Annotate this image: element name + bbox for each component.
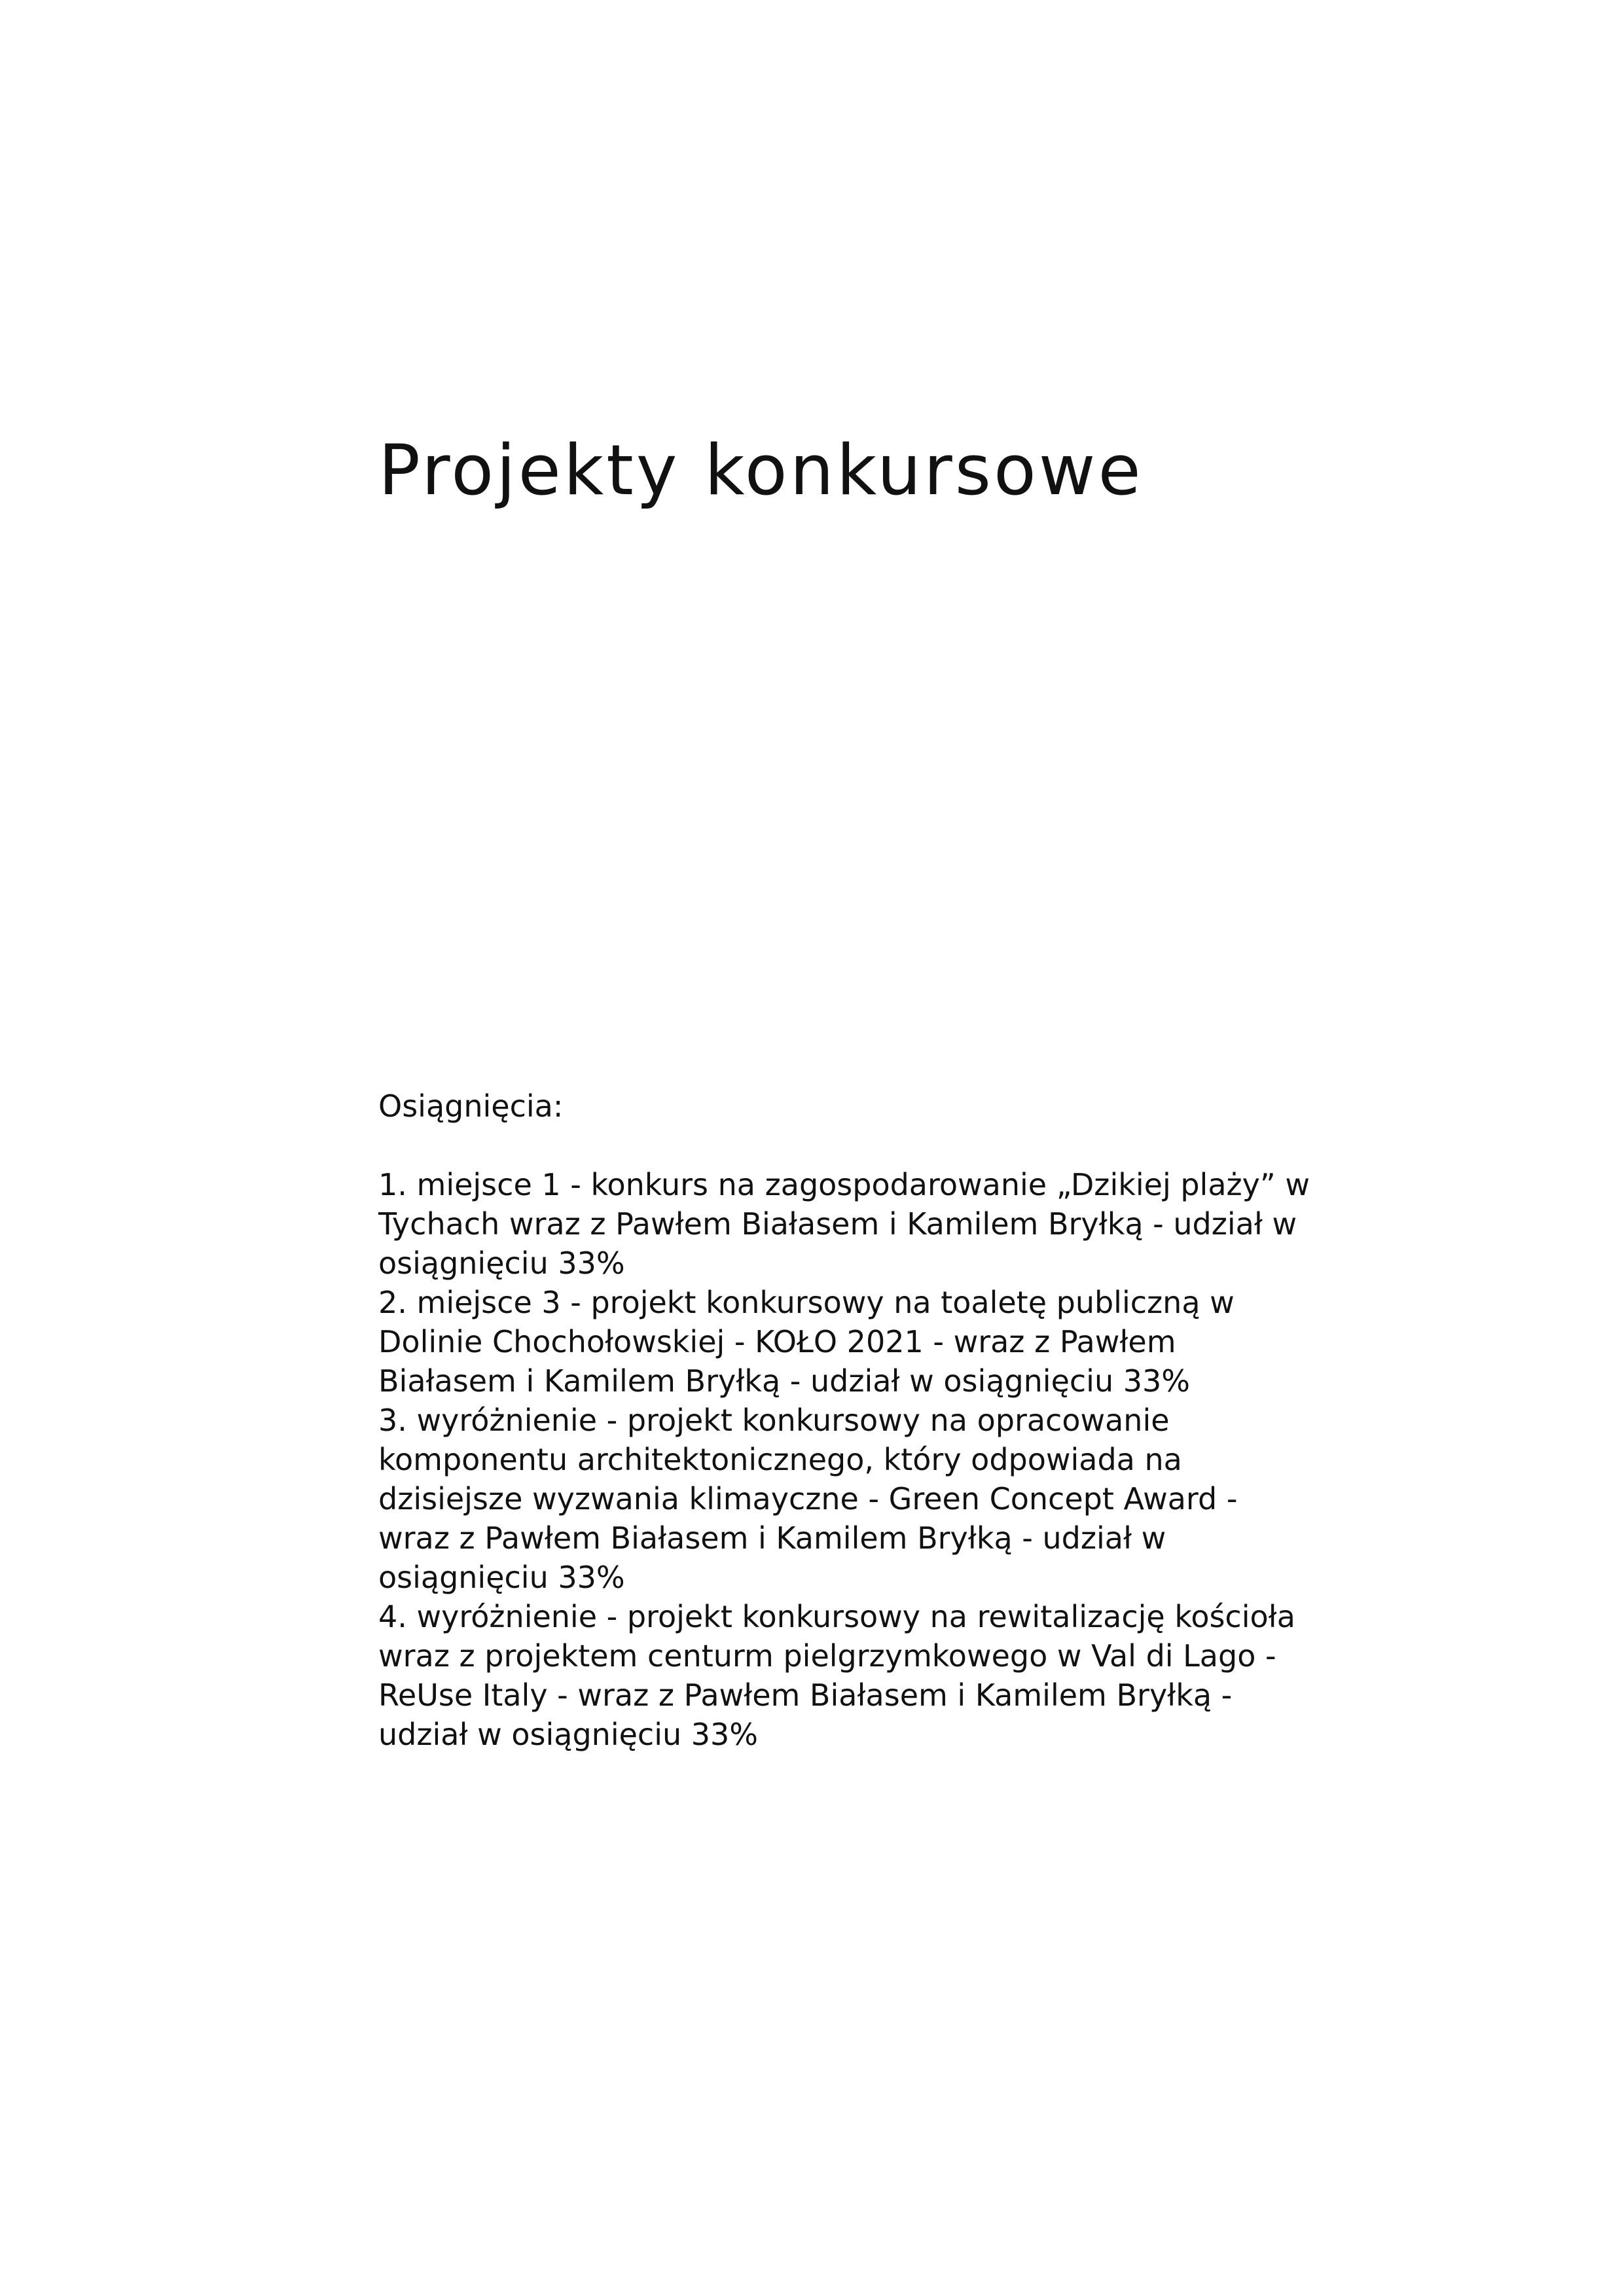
achievement-item bbox=[378, 1283, 1347, 1401]
achievement-line: wraz z projektem centurm pielgrzymkowego w Val di Lago - bbox=[378, 1638, 1276, 1674]
achievement-item bbox=[378, 1597, 1347, 1754]
achievements-section bbox=[378, 1086, 1347, 1754]
page-title: Projekty konkursowe bbox=[378, 430, 1144, 511]
achievement-line: osiągnięciu 33% bbox=[378, 1560, 625, 1595]
achievement-item bbox=[378, 1401, 1347, 1597]
achievement-line: dzisiejsze wyzwania klimayczne - Green Concept Award - bbox=[378, 1481, 1238, 1516]
achievement-item bbox=[378, 1165, 1347, 1283]
achievement-line: Tychach wraz z Pawłem Białasem i Kamilem Bryłką - udział w bbox=[378, 1206, 1297, 1242]
achievement-line: 3. wyróżnienie - projekt konkursowy na opracowanie bbox=[378, 1403, 1170, 1438]
achievement-line: udział w osiągnięciu 33% bbox=[378, 1717, 759, 1752]
achievement-line: ReUse Italy - wraz z Pawłem Białasem i Kamilem Bryłką - bbox=[378, 1677, 1233, 1713]
achievements-heading: Osiągnięcia: bbox=[378, 1088, 564, 1124]
achievement-line: komponentu architektonicznego, który odpowiada na bbox=[378, 1442, 1182, 1477]
achievement-line: 4. wyróżnienie - projekt konkursowy na rewitalizację kościoła bbox=[378, 1599, 1295, 1634]
achievement-line: osiągnięciu 33% bbox=[378, 1246, 625, 1281]
achievement-line: Dolinie Chochołowskiej - KOŁO 2021 - wraz z Pawłem bbox=[378, 1324, 1176, 1359]
achievement-line: wraz z Pawłem Białasem i Kamilem Bryłką - udział w bbox=[378, 1520, 1166, 1556]
achievement-line: 2. miejsce 3 - projekt konkursowy na toaletę publiczną w bbox=[378, 1285, 1235, 1320]
achievement-line: Białasem i Kamilem Bryłką - udział w osiągnięciu 33% bbox=[378, 1363, 1190, 1399]
achievement-line: 1. miejsce 1 - konkurs na zagospodarowanie „Dzikiej plaży” w bbox=[378, 1167, 1310, 1202]
achievements-list bbox=[378, 1165, 1347, 1754]
